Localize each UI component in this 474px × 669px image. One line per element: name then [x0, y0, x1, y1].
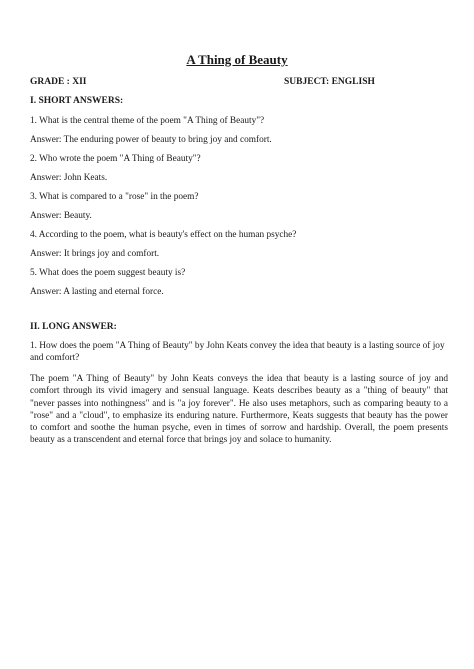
document-title: A Thing of Beauty [186, 52, 288, 67]
answer-1: Answer: The enduring power of beauty to bring joy and comfort. [30, 135, 272, 145]
subject-label: SUBJECT: ENGLISH [284, 77, 375, 87]
answer-5: Answer: A lasting and eternal force. [30, 287, 164, 297]
long-answer-heading: II. LONG ANSWER: [30, 322, 117, 332]
question-2: 2. Who wrote the poem "A Thing of Beauty"? [30, 154, 201, 164]
answer-2: Answer: John Keats. [30, 173, 108, 183]
answer-4: Answer: It brings joy and comfort. [30, 249, 160, 259]
short-answers-heading: I. SHORT ANSWERS: [30, 96, 124, 106]
question-4: 4. According to the poem, what is beauty's effect on the human psyche? [30, 230, 297, 240]
long-answer-text: The poem "A Thing of Beauty" by John Keats conveys the idea that beauty is a lasting source of joy and comfort through its vivid imagery and sensual language. Keats describes beauty as a "thing of beauty" that "never passes into nothingness" and is "a joy forever". He also uses metaphors, such as comparing beauty to a "rose" and a "cloud", to emphasize its enduring nature. Furthermore, Keats suggests that beauty has the power to comfort and soothe the human psyche, even in times of sorrow and hardship. Overall, the poem presents beauty as a transcendent and eternal force that brings joy and solace to humanity. [30, 374, 448, 446]
answer-3: Answer: Beauty. [30, 211, 92, 221]
long-question: 1. How does the poem "A Thing of Beauty" by John Keats convey the idea that beauty is a lasting source of joy and comfort? [30, 341, 445, 364]
question-1: 1. What is the central theme of the poem "A Thing of Beauty"? [30, 116, 265, 126]
question-5: 5. What does the poem suggest beauty is? [30, 268, 186, 278]
question-3: 3. What is compared to a "rose" in the poem? [30, 192, 199, 202]
grade-label: GRADE : XII [30, 77, 87, 87]
